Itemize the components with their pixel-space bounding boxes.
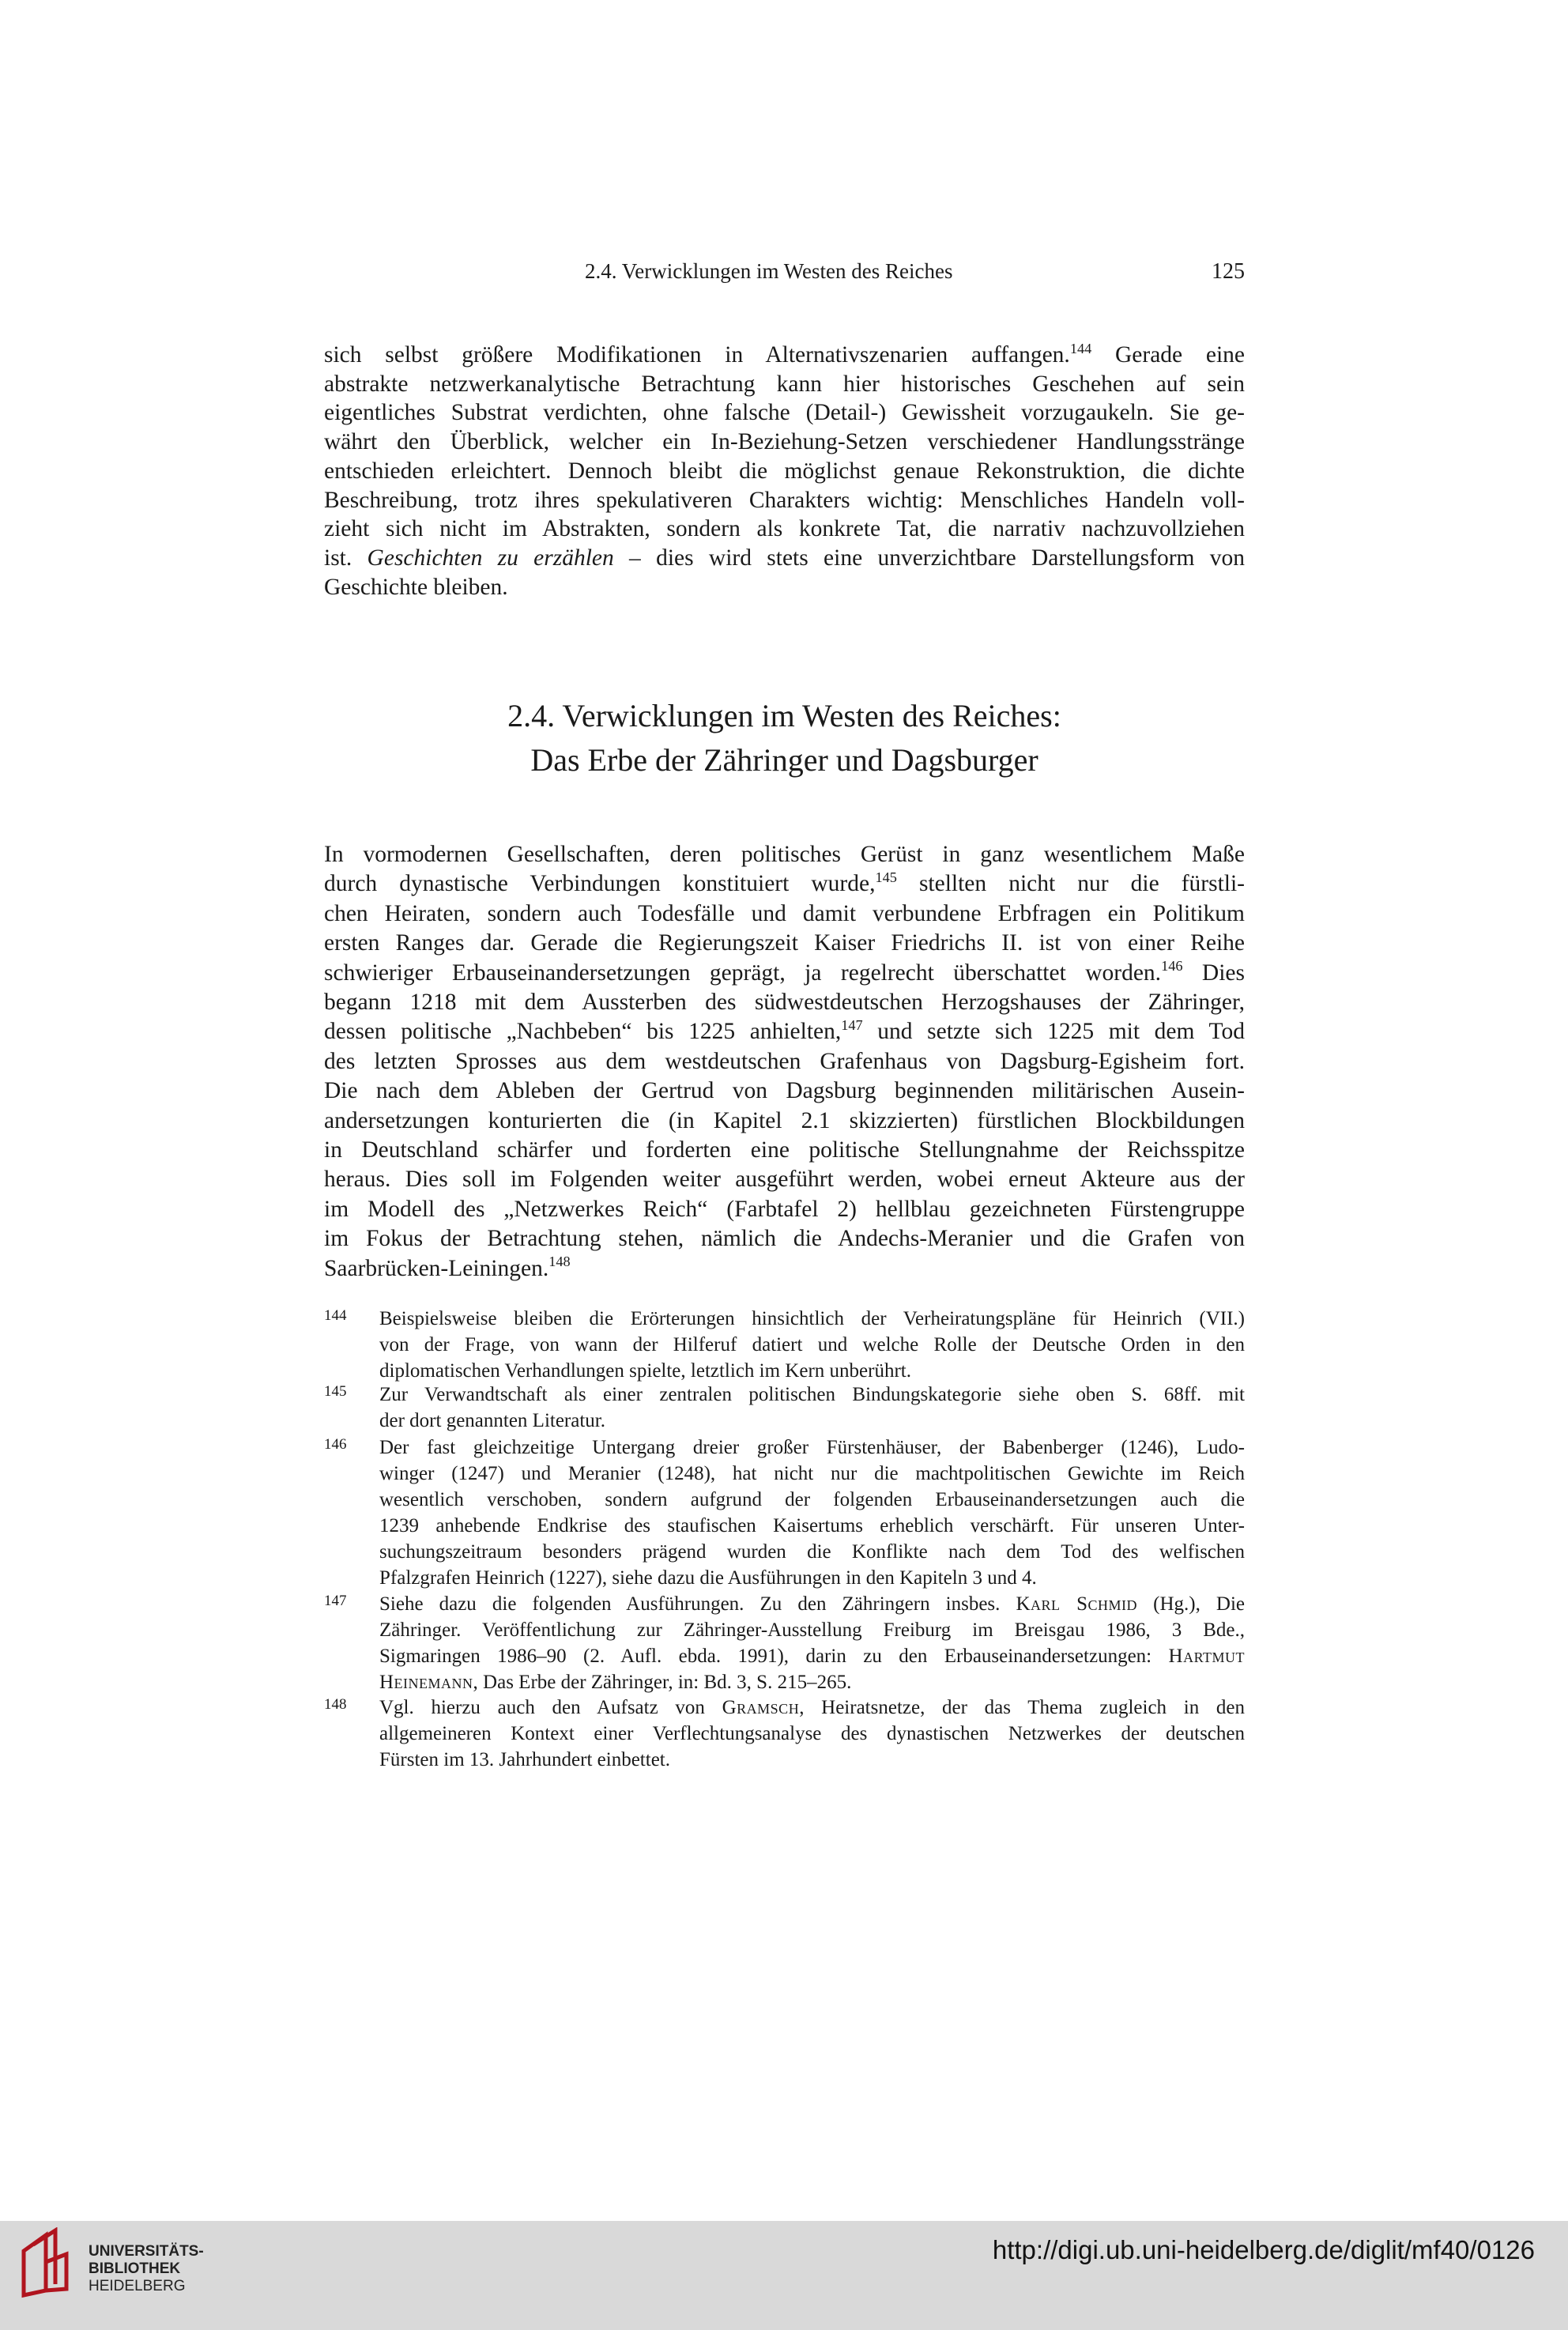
footnote-number: 148 <box>324 1696 347 1713</box>
text-line <box>324 1254 1245 1284</box>
source-url-link[interactable]: http://digi.ub.uni-heidelberg.de/diglit/mf40/0126 <box>992 2235 1535 2264</box>
footnote-reference[interactable]: 147 <box>841 1017 863 1034</box>
author-name: Karl Schmid <box>1016 1593 1138 1615</box>
footnote-line: wesentlich verschoben, sondern aufgrund der folgenden Erbauseinandersetzungen auch die <box>379 1489 1245 1510</box>
footnote-line: allgemeineren Kontext einer Verflechtungsanalyse des dynastischen Netzwerkes der deutschen <box>379 1723 1245 1744</box>
page-number: 125 <box>1212 259 1245 284</box>
text-line: ersten Ranges dar. Gerade die Regierungszeit Kaiser Friedrichs II. ist von einer Reihe <box>324 930 1245 956</box>
text-line: in Deutschland schärfer und forderten eine politische Stellungnahme der Reichsspitze <box>324 1137 1245 1163</box>
footnote-line: Zur Verwandtschaft als einer zentralen politischen Bindungskategorie siehe oben S. 68ff. mit <box>379 1384 1245 1405</box>
author-name: Gramsch <box>722 1697 800 1718</box>
text-line: Die nach dem Ableben der Gertrud von Dagsburg beginnenden militärischen Ausein- <box>324 1078 1245 1104</box>
footnote-line <box>379 1643 1245 1669</box>
text-line: In vormodernen Gesellschaften, deren politisches Gerüst in ganz wesentlichem Maße <box>324 842 1245 867</box>
text-line: chen Heiraten, sondern auch Todesfälle und damit verbundene Erbfragen ein Politikum <box>324 900 1245 926</box>
line-text: sich selbst größere Modifikationen in Alternativszenarien auffangen. <box>324 342 1070 368</box>
footnote-number: 145 <box>324 1383 347 1400</box>
line-text: Vgl. hierzu auch den Aufsatz von <box>379 1697 722 1718</box>
line-text: stellten nicht nur die fürstli- <box>896 871 1246 897</box>
footnote-reference[interactable]: 148 <box>548 1254 571 1270</box>
text-line: im Modell des „Netzwerkes Reich“ (Farbtafel 2) hellblau gezeichneten Fürstengruppe <box>324 1196 1245 1222</box>
line-text: schwieriger Erbauseinandersetzungen geprägt, ja regelrecht überschattet worden. <box>324 960 1162 986</box>
line-text: und setzte sich 1225 mit dem Tod <box>862 1019 1245 1045</box>
line-text: Saarbrücken-Leiningen. <box>324 1255 549 1281</box>
running-title: 2.4. Verwicklungen im Westen des Reiches <box>585 259 953 283</box>
text-line: heraus. Dies soll im Folgenden weiter ausgeführt werden, wobei erneut Akteure aus der <box>324 1167 1245 1193</box>
line-text: Dies <box>1182 960 1245 986</box>
line-text: durch dynastische Verbindungen konstituiert wurde, <box>324 871 876 897</box>
footnote-line <box>379 1591 1245 1617</box>
line-text: Sigmaringen 1986–90 (2. Aufl. ebda. 1991), darin zu den Erbauseinandersetzungen: <box>379 1646 1169 1667</box>
section-heading-line-2: Das Erbe der Zähringer und Dagsburger <box>530 742 1038 778</box>
line-text: (Hg.), Die <box>1137 1593 1245 1615</box>
line-text: ist. <box>324 545 368 571</box>
text-line: währt den Überblick, welcher ein In-Beziehung-Setzen verschiedener Handlungsstränge <box>324 429 1245 455</box>
footnote-line: von der Frage, von wann der Hilferuf datiert und welche Rolle der Deutsche Orden in den <box>379 1334 1245 1355</box>
footnote-reference[interactable]: 146 <box>1161 958 1183 975</box>
text-line: eigentliches Substrat verdichten, ohne falsche (Detail-) Gewissheit vorzugaukeln. Sie ge- <box>324 400 1245 426</box>
library-name <box>89 2243 204 2295</box>
footnote-line: suchungszeitraum besonders prägend wurden die Konflikte nach dem Tod des welfischen <box>379 1541 1245 1563</box>
text-line: zieht sich nicht im Abstrakten, sondern als konkrete Tat, die narrativ nachzuvollziehen <box>324 516 1245 542</box>
line-text: , Heiratsnetze, der das Thema zugleich in den <box>799 1697 1245 1718</box>
text-line <box>324 869 1245 899</box>
line-text: , Das Erbe der Zähringer, in: Bd. 3, S. 215–265. <box>473 1672 852 1693</box>
text-line: andersetzungen konturierten die (in Kapitel 2.1 skizzierten) fürstlichen Blockbildungen <box>324 1107 1245 1133</box>
footnote-line: Der fast gleichzeitige Untergang dreier großer Fürstenhäuser, der Babenberger (1246), Ludo- <box>379 1437 1245 1458</box>
footnote-reference[interactable]: 145 <box>875 869 897 886</box>
library-logo-icon <box>17 2227 81 2298</box>
footnote-line: Zähringer. Veröffentlichung zur Zähringer-Ausstellung Freiburg im Breisgau 1986, 3 Bde., <box>379 1619 1245 1641</box>
line-text: dessen politische „Nachbeben“ bis 1225 anhielten, <box>324 1019 842 1045</box>
footnote-line: Fürsten im 13. Jahrhundert einbettet. <box>379 1749 670 1770</box>
library-name-line-3: HEIDELBERG <box>89 2278 186 2294</box>
section-heading-line-1: 2.4. Verwicklungen im Westen des Reiches: <box>507 698 1061 733</box>
text-line <box>324 958 1245 988</box>
text-line: entschieden erleichtert. Dennoch bleibt die möglichst genaue Rekonstruktion, die dichte <box>324 458 1245 484</box>
footnote-line: Beispielsweise bleiben die Erörterungen hinsichtlich der Verheiratungspläne für Heinrich (VII.) <box>379 1308 1245 1329</box>
footnote-reference[interactable]: 144 <box>1069 340 1092 356</box>
text-line: im Fokus der Betrachtung stehen, nämlich die Andechs-Meranier und die Grafen von <box>324 1226 1245 1252</box>
text-line <box>324 340 1245 370</box>
library-name-line-1: UNIVERSITÄTS- <box>89 2243 204 2260</box>
line-text: – dies wird stets eine unverzichtbare Darstellungsform von <box>613 545 1246 571</box>
library-name-line-2: BIBLIOTHEK <box>89 2260 181 2277</box>
footnote-line <box>379 1669 1245 1695</box>
emphasis-text: Geschichten zu erzählen <box>367 545 614 571</box>
author-name: Hartmut <box>1168 1646 1245 1667</box>
footnote-line: winger (1247) und Meranier (1248), hat nicht nur die machtpolitischen Gewichte im Reich <box>379 1463 1245 1484</box>
footnote-line: Pfalzgrafen Heinrich (1227), siehe dazu die Ausführungen in den Kapiteln 3 und 4. <box>379 1567 1037 1589</box>
text-line: des letzten Sprosses aus dem westdeutschen Grafenhaus von Dagsburg-Egisheim fort. <box>324 1048 1245 1074</box>
text-line: abstrakte netzwerkanalytische Betrachtung kann hier historisches Geschehen auf sein <box>324 371 1245 397</box>
text-line <box>324 1016 1245 1046</box>
footnote-line: der dort genannten Literatur. <box>379 1410 605 1431</box>
footnote-line: 1239 anhebende Endkrise des staufischen Kaisertums erheblich verschärft. Für unseren Unter- <box>379 1515 1245 1536</box>
running-head <box>324 259 1245 291</box>
line-text: Siehe dazu die folgenden Ausführungen. Zu den Zähringern insbes. <box>379 1593 1016 1615</box>
text-line: Beschreibung, trotz ihres spekulativeren Charakters wichtig: Menschliches Handeln voll- <box>324 487 1245 513</box>
footnote-number: 144 <box>324 1307 347 1324</box>
footnote-number: 147 <box>324 1593 347 1609</box>
text-line <box>324 543 1245 573</box>
author-name: Heinemann <box>379 1672 473 1693</box>
footnote-number: 146 <box>324 1436 347 1453</box>
text-line: Geschichte bleiben. <box>324 574 508 600</box>
text-line: begann 1218 mit dem Aussterben des südwestdeutschen Herzogshauses der Zähringer, <box>324 990 1245 1015</box>
footnote-line <box>379 1695 1245 1721</box>
footnote-line: diplomatischen Verhandlungen spielte, letztlich im Kern unberührt. <box>379 1360 911 1382</box>
line-text: Gerade eine <box>1091 342 1245 368</box>
